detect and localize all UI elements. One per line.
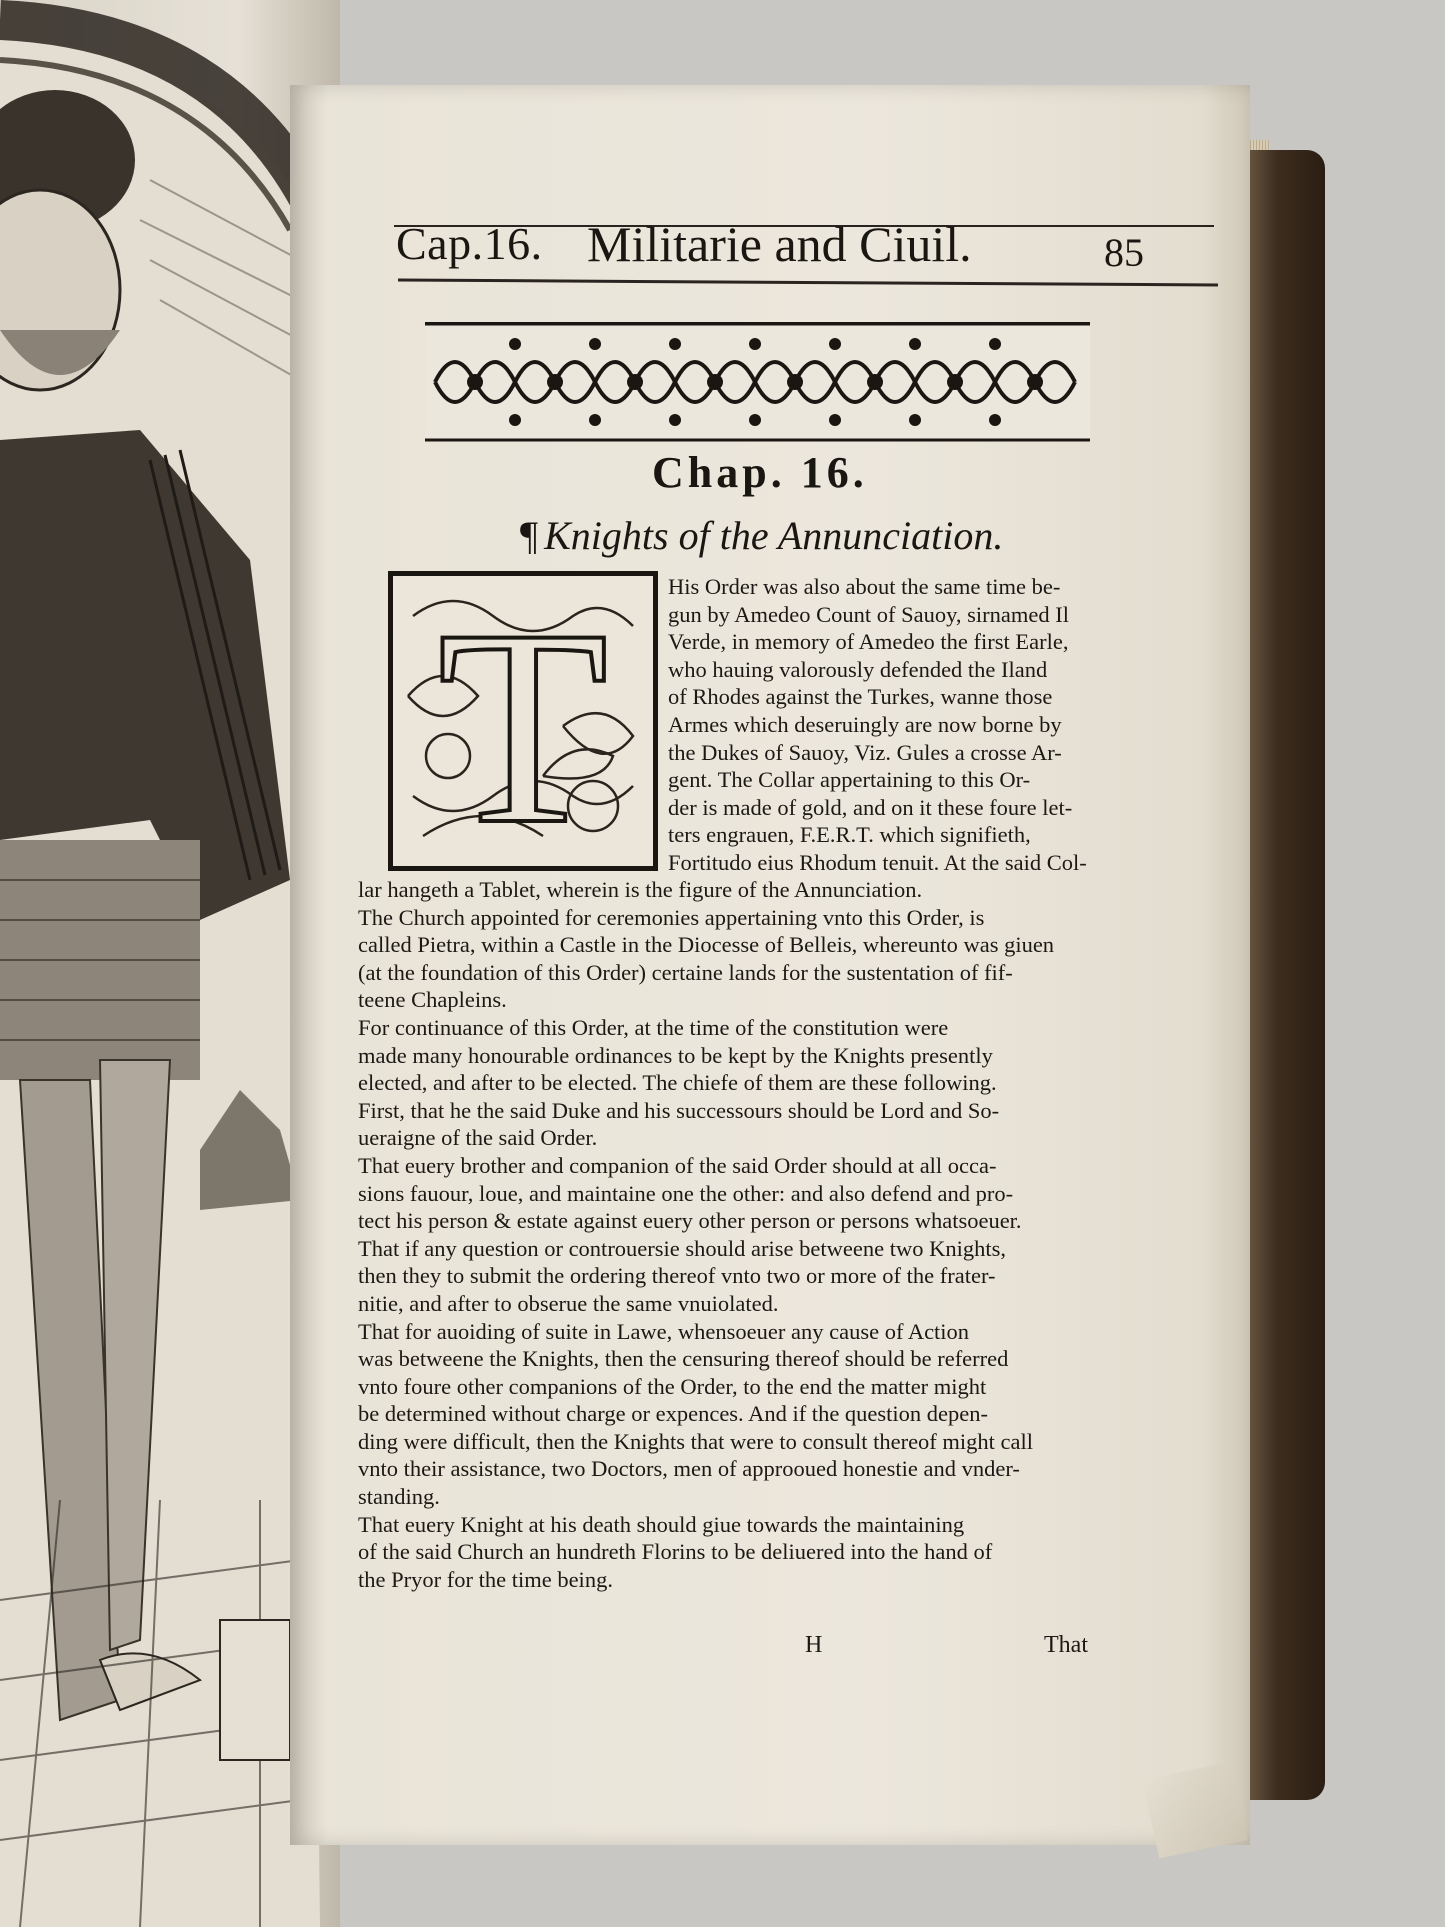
initial-flourish-image (393, 576, 653, 866)
header-chapter: Cap.16. (396, 218, 543, 269)
text-line: gent. The Collar appertaining to this Or- (668, 767, 1031, 793)
text-line: First, that he the said Duke and his successours should be Lord and So- (358, 1097, 1000, 1123)
text-line: called Pietra, within a Castle in the Diocesse of Belleis, whereunto was giuen (358, 932, 1055, 958)
text-line: That if any question or controuersie should arise betweene two Knights, (358, 1235, 1006, 1261)
text-line: That for auoiding of suite in Lawe, whensoeuer any cause of Action (358, 1318, 970, 1344)
text-line: vnto foure other companions of the Order, to the end the matter might (358, 1373, 987, 1399)
text-line: the Dukes of Sauoy, Viz. Gules a crosse Ar- (668, 739, 1062, 765)
text-line: Armes which deseruingly are now borne by (668, 711, 1062, 737)
book-cover-edge (1245, 150, 1325, 1800)
text-line: of Rhodes against the Turkes, wanne those (668, 684, 1053, 710)
text-line: ding were difficult, then the Knights that were to consult thereof might call (358, 1428, 1034, 1454)
section-title-text: Knights of the Annunciation. (544, 513, 1004, 558)
text-line: made many honourable ordinances to be kept by the Knights presently (358, 1042, 993, 1068)
text-line: then they to submit the ordering thereof vnto two or more of the frater- (358, 1263, 996, 1289)
catchword: That (1044, 1632, 1088, 1658)
text-line: Fortitudo eius Rhodum tenuit. At the said Col- (668, 849, 1087, 875)
initial-letter: T (437, 576, 609, 866)
paragraph-opening (668, 573, 1116, 877)
ornament-headpiece (425, 322, 1090, 442)
text-line: sions fauour, loue, and maintaine one the other: and also defend and pro- (358, 1180, 1014, 1206)
text-line: lar hangeth a Tablet, wherein is the figure of the Annunciation. (358, 877, 923, 902)
section-title (520, 512, 1003, 559)
text-line: That euery Knight at his death should giue towards the maintaining (358, 1511, 965, 1537)
text-line: of the said Church an hundreth Florins to be deliuered into the hand of (358, 1539, 993, 1565)
text-line: gun by Amedeo Count of Sauoy, sirnamed Il (668, 601, 1069, 627)
chapter-heading: Chap. 16. (652, 448, 868, 497)
text-line: His Order was also about the same time be- (668, 574, 1061, 599)
left-page-engraving (0, 0, 340, 1927)
text-line: was betweene the Knights, then the censuring thereof should be referred (358, 1346, 1009, 1372)
text-line: nitie, and after to obserue the same vnuiolated. (358, 1290, 779, 1316)
text-line: vnto their assistance, two Doctors, men of approoued honestie and vnder- (358, 1456, 1020, 1482)
text-line: der is made of gold, and on it these foure let- (668, 794, 1073, 820)
text-line: The Church appointed for ceremonies appertaining vnto this Order, is (358, 904, 985, 930)
text-line: (at the foundation of this Order) certaine lands for the sustentation of fif- (358, 959, 1013, 985)
text-line: ueraigne of the said Order. (358, 1125, 598, 1151)
text-line: For continuance of this Order, at the time of the constitution were (358, 1014, 949, 1040)
decorated-initial (388, 571, 658, 871)
text-line: standing. (358, 1484, 440, 1510)
text-line: tect his person & estate against euery other person or persons whatsoeuer. (358, 1208, 1022, 1234)
paragraph-body (358, 876, 1116, 1593)
text-line: elected, and after to be elected. The chiefe of them are these following. (358, 1070, 997, 1096)
text-line: be determined without charge or expences. And if the question depen- (358, 1401, 989, 1427)
text-line: the Pryor for the time being. (358, 1566, 613, 1592)
text-line: who hauing valorously defended the Iland (668, 656, 1048, 682)
header-title: Militarie and Ciuil. (587, 216, 972, 272)
running-header (392, 205, 1212, 285)
text-line: ters engrauen, F.E.R.T. which signifieth, (668, 822, 1031, 848)
text-line: teene Chapleins. (358, 987, 507, 1013)
text-line: Verde, in memory of Amedeo the first Earle, (668, 629, 1069, 655)
pilcrow-icon: ¶ (520, 513, 539, 558)
signature-mark: H (805, 1632, 823, 1658)
engraved-portrait-image (0, 0, 340, 1927)
text-line: That euery brother and companion of the said Order should at all occa- (358, 1152, 997, 1178)
page-number: 85 (1104, 230, 1144, 275)
